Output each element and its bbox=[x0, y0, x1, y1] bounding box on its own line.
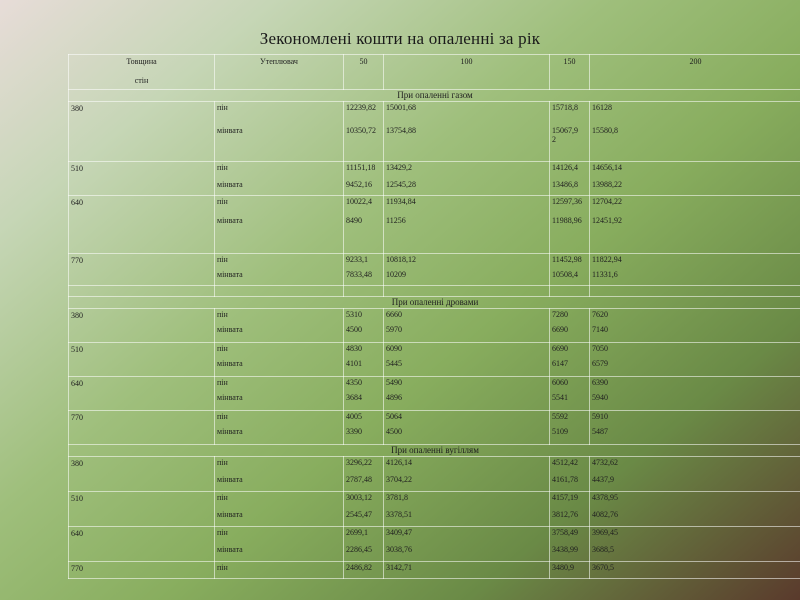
section-gas-row bbox=[69, 90, 800, 102]
header-50 bbox=[344, 55, 384, 90]
value-150-cell bbox=[550, 527, 590, 562]
value-wool: 13988,22 bbox=[592, 179, 622, 189]
slide-title: Зекономлені кошти на опаленні за рік bbox=[259, 29, 541, 48]
value-wool: 11256 bbox=[386, 215, 406, 225]
value-50-cell bbox=[344, 527, 384, 562]
value-foam: 4512,42 bbox=[552, 458, 578, 467]
value-200-cell bbox=[590, 562, 800, 579]
value-50-cell bbox=[344, 411, 384, 445]
ins-mineral-wool: мінвата bbox=[217, 392, 243, 402]
value-wool: 9452,16 bbox=[346, 179, 372, 189]
thickness-cell: 510 bbox=[69, 492, 215, 527]
value-200-cell bbox=[590, 411, 800, 445]
table-row bbox=[69, 457, 800, 492]
section-coal-row bbox=[69, 445, 800, 457]
value-150-cell bbox=[550, 411, 590, 445]
value-wool: 5541 bbox=[552, 392, 568, 402]
value-foam: 11452,98 bbox=[552, 255, 582, 264]
value-wool: 2545,47 bbox=[346, 509, 372, 519]
header-thickness bbox=[69, 55, 215, 90]
value-150-cell bbox=[550, 562, 590, 579]
value-50-cell bbox=[344, 492, 384, 527]
value-wool: 7140 bbox=[592, 324, 608, 334]
value-wool: 3378,51 bbox=[386, 509, 412, 519]
table-row bbox=[69, 196, 800, 254]
ins-mineral-wool: мінвата bbox=[217, 474, 243, 484]
header-150-label: 150 bbox=[563, 57, 576, 66]
value-foam: 3781,8 bbox=[386, 493, 408, 502]
ins-foam: пін bbox=[217, 163, 228, 172]
thickness-cell: 640 bbox=[69, 527, 215, 562]
section-gas-title: При опаленні газом bbox=[69, 90, 800, 102]
value-foam: 9233,1 bbox=[346, 255, 368, 264]
section-wood-row bbox=[69, 297, 800, 309]
ins-mineral-wool: мінвата bbox=[217, 544, 243, 554]
value-foam: 7050 bbox=[592, 344, 608, 353]
value-wool: 5109 bbox=[552, 426, 568, 436]
value-wool: 13486,8 bbox=[552, 179, 578, 189]
table-row bbox=[69, 562, 800, 579]
value-wool: 11988,96 bbox=[552, 215, 582, 225]
value-wool: 7833,48 bbox=[346, 269, 372, 279]
insulation-cell bbox=[215, 562, 344, 579]
value-100-cell bbox=[384, 254, 550, 286]
value-100-cell bbox=[384, 343, 550, 377]
table-row bbox=[69, 309, 800, 343]
ins-mineral-wool: мінвата bbox=[217, 269, 243, 279]
value-foam: 12704,22 bbox=[592, 197, 622, 206]
table-row bbox=[69, 162, 800, 196]
thickness-cell: 510 bbox=[69, 343, 215, 377]
value-wool: 4896 bbox=[386, 392, 402, 402]
value-100-cell bbox=[384, 196, 550, 254]
value-foam: 13429,2 bbox=[386, 163, 412, 172]
value-wool: 3438,99 bbox=[552, 544, 578, 554]
table-row bbox=[69, 343, 800, 377]
value-wool: 4082,76 bbox=[592, 509, 618, 519]
ins-foam: пін bbox=[217, 310, 228, 319]
value-foam: 6690 bbox=[552, 344, 568, 353]
header-insulation-label: Утеплювач bbox=[260, 57, 298, 66]
ins-mineral-wool: мінвата bbox=[217, 179, 243, 189]
value-foam: 3758,49 bbox=[552, 528, 578, 537]
value-wool: 2286,45 bbox=[346, 544, 372, 554]
ins-foam: пін bbox=[217, 458, 228, 467]
table-row bbox=[69, 377, 800, 411]
value-150-cell bbox=[550, 102, 590, 162]
value-150-cell bbox=[550, 457, 590, 492]
value-100-cell bbox=[384, 492, 550, 527]
value-foam: 7620 bbox=[592, 310, 608, 319]
value-100-cell bbox=[384, 411, 550, 445]
insulation-cell bbox=[215, 527, 344, 562]
value-foam: 10818,12 bbox=[386, 255, 416, 264]
value-wool: 4437,9 bbox=[592, 474, 614, 484]
value-foam: 16128 bbox=[592, 103, 612, 112]
ins-foam: пін bbox=[217, 563, 228, 572]
value-200-cell bbox=[590, 492, 800, 527]
header-200-label: 200 bbox=[689, 57, 702, 66]
insulation-cell bbox=[215, 196, 344, 254]
value-foam: 10022,4 bbox=[346, 197, 372, 206]
value-wool: 10209 bbox=[386, 269, 406, 279]
value-wool: 6579 bbox=[592, 358, 608, 368]
value-100-cell bbox=[384, 527, 550, 562]
value-100-cell bbox=[384, 162, 550, 196]
value-wool: 4500 bbox=[346, 324, 362, 334]
value-foam: 5064 bbox=[386, 412, 402, 421]
value-wool: 12545,28 bbox=[386, 179, 416, 189]
ins-mineral-wool: мінвата bbox=[217, 509, 243, 519]
ins-mineral-wool: мінвата bbox=[217, 324, 243, 334]
value-foam: 11151,18 bbox=[346, 163, 376, 172]
table-row bbox=[69, 527, 800, 562]
ins-mineral-wool: мінвата bbox=[217, 125, 243, 135]
section-wood-title: При опаленні дровами bbox=[69, 297, 800, 309]
value-150-cell bbox=[550, 377, 590, 411]
value-foam: 2486,82 bbox=[346, 563, 372, 572]
table-row bbox=[69, 254, 800, 286]
ins-foam: пін bbox=[217, 197, 228, 206]
value-wool: 4161,78 bbox=[552, 474, 578, 484]
value-wool: 5940 bbox=[592, 392, 608, 402]
value-50-cell bbox=[344, 377, 384, 411]
value-foam: 4157,19 bbox=[552, 493, 578, 502]
thickness-cell: 770 bbox=[69, 254, 215, 286]
value-150-cell bbox=[550, 196, 590, 254]
value-foam: 3409,47 bbox=[386, 528, 412, 537]
value-foam: 4126,14 bbox=[386, 458, 412, 467]
value-wool: 3390 bbox=[346, 426, 362, 436]
value-wool: 10508,4 bbox=[552, 269, 578, 279]
value-200-cell bbox=[590, 527, 800, 562]
value-foam: 5910 bbox=[592, 412, 608, 421]
value-wool: 10350,72 bbox=[346, 125, 376, 135]
value-150-cell bbox=[550, 254, 590, 286]
insulation-cell bbox=[215, 411, 344, 445]
header-100-label: 100 bbox=[460, 57, 473, 66]
value-100-cell bbox=[384, 457, 550, 492]
value-foam: 5592 bbox=[552, 412, 568, 421]
header-200 bbox=[590, 55, 800, 90]
value-foam: 12597,36 bbox=[552, 197, 582, 206]
header-100 bbox=[384, 55, 550, 90]
header-row bbox=[69, 55, 800, 90]
value-200-cell bbox=[590, 309, 800, 343]
value-50-cell bbox=[344, 196, 384, 254]
value-foam: 11934,84 bbox=[386, 197, 416, 206]
spacer-cell bbox=[344, 286, 384, 297]
insulation-cell bbox=[215, 457, 344, 492]
value-wool: 6147 bbox=[552, 358, 568, 368]
value-50-cell bbox=[344, 562, 384, 579]
value-foam: 4378,95 bbox=[592, 493, 618, 502]
value-100-cell bbox=[384, 309, 550, 343]
insulation-cell bbox=[215, 492, 344, 527]
value-wool: 13754,88 bbox=[386, 125, 416, 135]
value-foam: 4005 bbox=[346, 412, 362, 421]
value-wool: 3038,76 bbox=[386, 544, 412, 554]
value-100-cell bbox=[384, 562, 550, 579]
value-wool: 4500 bbox=[386, 426, 402, 436]
spacer-cell bbox=[384, 286, 550, 297]
value-50-cell bbox=[344, 343, 384, 377]
value-wool: 15067,9 bbox=[552, 125, 578, 135]
value-wool: 4101 bbox=[346, 358, 362, 368]
value-foam: 14656,14 bbox=[592, 163, 622, 172]
spacer-cell bbox=[550, 286, 590, 297]
value-100-cell bbox=[384, 377, 550, 411]
thickness-cell: 640 bbox=[69, 377, 215, 411]
table-row bbox=[69, 411, 800, 445]
value-foam: 3480,9 bbox=[552, 563, 574, 572]
section-coal-title: При опаленні вугіллям bbox=[69, 445, 800, 457]
spacer-cell bbox=[215, 286, 344, 297]
value-foam: 4350 bbox=[346, 378, 362, 387]
value-foam: 5310 bbox=[346, 310, 362, 319]
table-row bbox=[69, 102, 800, 162]
value-50-cell bbox=[344, 309, 384, 343]
value-wool: 12451,92 bbox=[592, 215, 622, 225]
value-foam: 12239,82 bbox=[346, 103, 376, 112]
value-foam: 5490 bbox=[386, 378, 402, 387]
spacer-row bbox=[69, 286, 800, 297]
savings-table bbox=[68, 54, 800, 579]
value-foam: 15001,68 bbox=[386, 103, 416, 112]
insulation-cell bbox=[215, 377, 344, 411]
header-thickness-line2: стін bbox=[134, 76, 149, 86]
value-foam: 6390 bbox=[592, 378, 608, 387]
value-foam: 15718,8 bbox=[552, 103, 578, 112]
header-thickness-line1: Товщина bbox=[126, 57, 157, 66]
value-50-cell bbox=[344, 457, 384, 492]
ins-foam: пін bbox=[217, 255, 228, 264]
value-wool: 3684 bbox=[346, 392, 362, 402]
value-wool: 8490 bbox=[346, 215, 362, 225]
ins-mineral-wool: мінвата bbox=[217, 426, 243, 436]
value-200-cell bbox=[590, 457, 800, 492]
value-foam: 11822,94 bbox=[592, 255, 622, 264]
value-wool: 5445 bbox=[386, 358, 402, 368]
value-foam: 3670,5 bbox=[592, 563, 614, 572]
insulation-cell bbox=[215, 343, 344, 377]
ins-foam: пін bbox=[217, 103, 228, 112]
value-wool: 3688,5 bbox=[592, 544, 614, 554]
thickness-cell: 380 bbox=[69, 457, 215, 492]
thickness-cell: 380 bbox=[69, 309, 215, 343]
value-150-cell bbox=[550, 492, 590, 527]
value-200-cell bbox=[590, 343, 800, 377]
value-foam: 7280 bbox=[552, 310, 568, 319]
ins-mineral-wool: мінвата bbox=[217, 215, 243, 225]
ins-foam: пін bbox=[217, 344, 228, 353]
thickness-cell: 770 bbox=[69, 411, 215, 445]
value-200-cell bbox=[590, 162, 800, 196]
ins-mineral-wool: мінвата bbox=[217, 358, 243, 368]
insulation-cell bbox=[215, 102, 344, 162]
value-wool: 15580,8 bbox=[592, 125, 618, 135]
value-foam: 2699,1 bbox=[346, 528, 368, 537]
ins-foam: пін bbox=[217, 493, 228, 502]
value-200-cell bbox=[590, 377, 800, 411]
value-150-cell bbox=[550, 343, 590, 377]
value-150-cell bbox=[550, 309, 590, 343]
spacer-cell bbox=[590, 286, 800, 297]
value-foam: 3969,45 bbox=[592, 528, 618, 537]
value-foam: 4830 bbox=[346, 344, 362, 353]
header-150 bbox=[550, 55, 590, 90]
table-row bbox=[69, 492, 800, 527]
value-wool: 3812,76 bbox=[552, 509, 578, 519]
thickness-cell: 380 bbox=[69, 102, 215, 162]
value-wool: 6690 bbox=[552, 324, 568, 334]
insulation-cell bbox=[215, 162, 344, 196]
ins-foam: пін bbox=[217, 528, 228, 537]
insulation-cell bbox=[215, 254, 344, 286]
thickness-cell: 640 bbox=[69, 196, 215, 254]
value-wool: 11331,6 bbox=[592, 269, 618, 279]
ins-foam: пін bbox=[217, 378, 228, 387]
value-50-cell bbox=[344, 102, 384, 162]
thickness-cell: 770 bbox=[69, 562, 215, 579]
header-50-label: 50 bbox=[359, 57, 368, 66]
value-200-cell bbox=[590, 196, 800, 254]
value-foam: 3296,22 bbox=[346, 458, 372, 467]
value-foam: 3142,71 bbox=[386, 563, 412, 572]
value-foam: 3003,12 bbox=[346, 493, 372, 502]
value-200-cell bbox=[590, 254, 800, 286]
value-foam: 14126,4 bbox=[552, 163, 578, 172]
value-50-cell bbox=[344, 162, 384, 196]
value-50-cell bbox=[344, 254, 384, 286]
header-insulation bbox=[215, 55, 344, 90]
value-200-cell bbox=[590, 102, 800, 162]
value-wool: 2787,48 bbox=[346, 474, 372, 484]
value-foam: 6060 bbox=[552, 378, 568, 387]
value-wool: 3704,22 bbox=[386, 474, 412, 484]
thickness-cell: 510 bbox=[69, 162, 215, 196]
value-foam: 6090 bbox=[386, 344, 402, 353]
value-wool: 5487 bbox=[592, 426, 608, 436]
value-wool-wrap: 2 bbox=[552, 134, 556, 144]
value-foam: 6660 bbox=[386, 310, 402, 319]
value-150-cell bbox=[550, 162, 590, 196]
value-100-cell bbox=[384, 102, 550, 162]
value-foam: 4732,62 bbox=[592, 458, 618, 467]
ins-foam: пін bbox=[217, 412, 228, 421]
value-wool: 5970 bbox=[386, 324, 402, 334]
insulation-cell bbox=[215, 309, 344, 343]
spacer-cell bbox=[69, 286, 215, 297]
